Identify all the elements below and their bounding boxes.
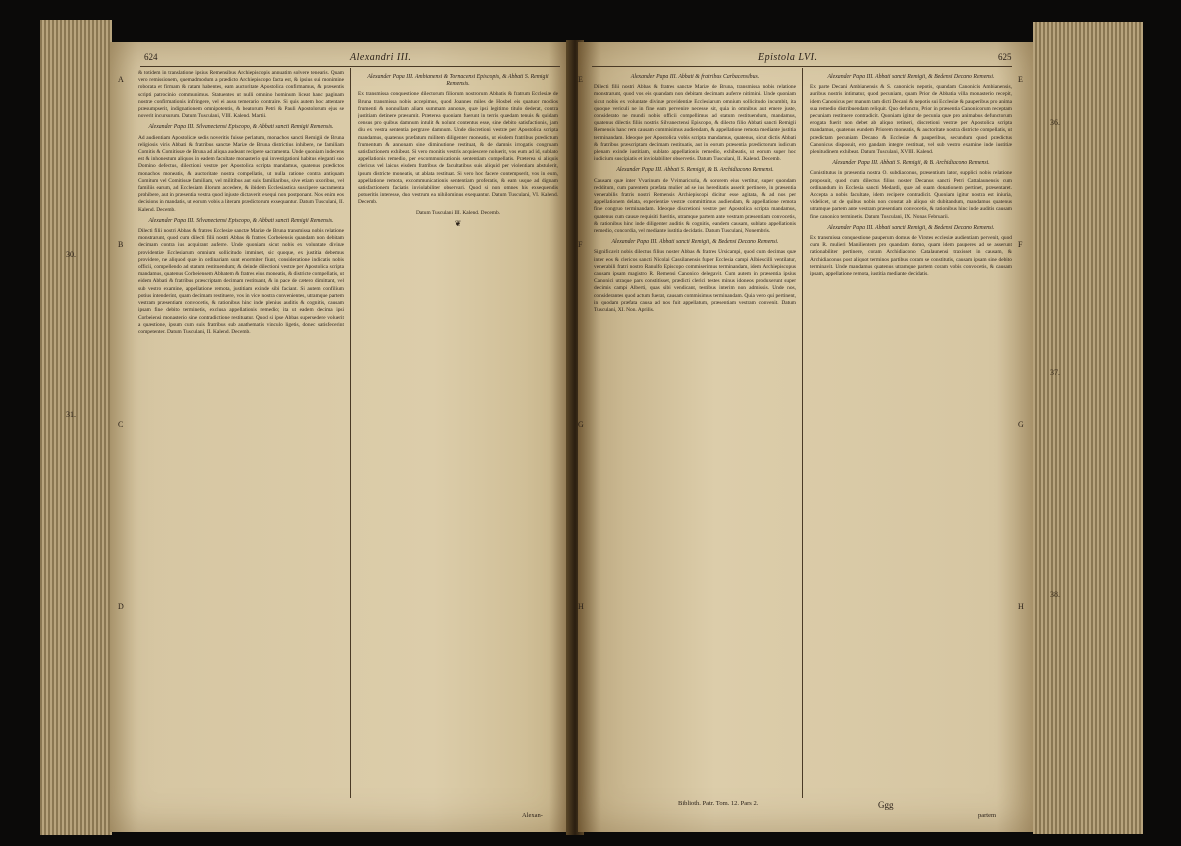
letter-title: Alexander Papa III. Abbati & fratribus Carbacensibus. bbox=[630, 74, 760, 80]
margin-letter-c: C bbox=[118, 420, 124, 429]
margin-letter-a: A bbox=[118, 75, 124, 84]
paragraph: Ex transmissa conquestione pauperum domus de Virstes ecclesiæ audientiam pervenit, quod cum R. mulieri Manilientem pro quandam domo, quam idem pauperes ad se asserunt rationabiliter pertinere, coram Archidiacono Catalaunensi traxisset in causam, & Archidiaconus post aliquot terminos partibus coram se constitutis, causam ipsam sine debito terminavit. Unde mandamus quatenus utramque partem coram vobis convocetis, & causam ipsam, appellatione remota, iustitia mediante decidatis. bbox=[810, 235, 1012, 278]
right-page-number: 625 bbox=[998, 52, 1012, 62]
inner-letter-h: H bbox=[578, 602, 584, 611]
margin-letter-e: E bbox=[1018, 75, 1023, 84]
left-column-divider bbox=[350, 68, 351, 798]
right-running-head: Epistola LVI. bbox=[758, 52, 818, 63]
paragraph: & totidem in translatione ipsius Remensibus Archiepiscopis annuatim solvere tenearis. Quam vero remissionem, quemadmodum a prædicto Archiepiscopo facta est, & ipsius sui monimine roborata et firmam & ratam habentes, eam auctoritate Apostolica confirmamus, & præsentis scripti patrocinio communimus. Statuentes ut nulli omnino hominum liceat hanc paginam nostræ confirmationis infringere, vel ei ausu temerario contraire. Si quis autem hoc attentare præsumpserit, indignationem omnipotentis, & beatorum Petri & Pauli Apostolorum ejus se noverit incursurum. Datum Tusculani, VIII. Kalend. Martii. bbox=[138, 70, 344, 120]
left-running-head: Alexandri III. bbox=[350, 52, 412, 63]
margin-letter-g: G bbox=[1018, 420, 1024, 429]
margin-number-30: 30. bbox=[66, 250, 76, 259]
bibliographic-footer: Biblioth. Patr. Tom. 12. Pars 2. bbox=[678, 800, 759, 807]
letter-title: Alexander Papa III. Abbati sancti Remigii, & Bedensi Decano Remensi. bbox=[611, 239, 779, 246]
right-column-1 bbox=[594, 70, 796, 788]
letter-title: Alexander Papa III. Abbati sancti Remigii, & Bedensi Decano Remensi. bbox=[827, 224, 995, 231]
catchword: partem bbox=[978, 812, 997, 819]
left-header-rule bbox=[140, 66, 560, 67]
letter-title: Alexander Papa III. Abbati S. Remigii, & B. Archidiacono Remensi. bbox=[616, 167, 774, 174]
margin-letter-h: H bbox=[1018, 602, 1024, 611]
right-column-2 bbox=[810, 70, 1012, 788]
page-edges-left bbox=[40, 20, 112, 835]
paragraph: Conistitutus in præsentia nostra O. subdiaconus, præsentium lator, supplici nobis relatione proposuit, quod cum dilectus filius noster Decanus sancti Petri Cattalaunensis cum ordinandum in Ecclesia sancti Medardi, quæ ad suam donationem pertinet, præsentaret. Accepta a nobis facultate, idem recipere contradicit. Quoniam igitur nostra est iniuria, videlicet, ut de quibus nobis non constat ab aliquo sit dubitandum, mandamus quatenus utramque partem ante vestram præsentiam convocetis, & rationibus hinc inde auditis causam fine canonico terminetis. Datum Tusculani, IX. Nonas Februarii. bbox=[810, 170, 1012, 220]
paragraph: Ex parte Decani Ambianensis & S. canonicis nepotis, quandam Canonicis Ambianensis, auribus nostris intimatur, quod pecuniam, quam Prior de Abbatia villa monasterio recepit, idem Canonicus per manum tam dicti Decani & nepotis sui Ecclesiæ & pauperibus pro anima sua remedio distribuendam reliquit. Quo defuncto, Prior in præsentia Canonicorum receptam pecuniam restituere contradicit. Quoniam igitur de pecunia quæ pro animabus defunctorum erogata fuerit non debet ab aliquo retineri, discretioni vestræ per Apostolica scripta mandamus, quatenus eundem Priorem moneatis, & auctoritate nostra districte compellatis, ut prædictam pecuniam Decano & Ecclesiæ & pauperibus, secundum quod prædictus Canonicus disposuit, ero gandam integre restituat, vel sub vestro examine inde iustitiæ plenitudinem exhibeat. Datum Tusculani, XVIII. Kalend. bbox=[810, 84, 1012, 156]
letter-title: Alexander Papa III. Ambianensi & Tornacensi Episcopis, & Abbati S. Remigii Remensis. bbox=[367, 74, 549, 88]
letter-title: Alexander Papa III. Abbati sancti Remigii, & Bedensi Decano Remensi. bbox=[827, 74, 995, 80]
margin-number-36: 36. bbox=[1050, 118, 1060, 127]
inner-letter-g: G bbox=[578, 420, 584, 429]
right-header-rule bbox=[592, 66, 1012, 67]
left-column-1 bbox=[138, 70, 344, 805]
paragraph: Significavit nobis dilectus filius noster Abbas & fratres Ursicampi, quod cum decimas quæ inter eos & clericos sancti Nicolai Cassilanensis fuper Ecclesia campi Albiescilli ventilatur, venerabili fratri nostro Ranulfo Episcopo commiserimus terminandam, idem Archiepiscopus causam ipsam magistro R. Remensi Canonico delegavit. Cum autem in præsentia ipsius Canonici utraque pars constitisset, prædicti clerici testes minus idoneos produxerunt super decimis campi Alberti, quas sibi vendicant, testibus interim non admissis. Unde nos, considerantes quod actum fuerat, causam commisimus terminandam. Quia vero qui pertinent, in quodam præfata causa ad nos fuit appellatum, præsentiam vestram convenit. Datum Tusculani, XI. Non. Aprilis. bbox=[594, 249, 796, 314]
fleuron-ornament: ❦ bbox=[454, 218, 462, 228]
letter-title: Alexander Papa III. Abbati S. Remigii, & B. Archidiacono Remensi. bbox=[832, 160, 990, 167]
page-edges-right bbox=[1033, 22, 1143, 834]
left-column-2 bbox=[358, 70, 558, 805]
margin-number-38: 38. bbox=[1050, 590, 1060, 599]
closing-line: Datum Tusculani III. Kalend. Decemb. bbox=[416, 209, 500, 216]
right-page bbox=[578, 42, 1033, 832]
margin-letter-f: F bbox=[1018, 240, 1023, 249]
signature-mark: Ggg bbox=[878, 800, 894, 810]
margin-letter-b: B bbox=[118, 240, 124, 249]
letter-title: Alexander Papa III. Silvanectensi Episcopo, & Abbati sancti Remigii Remensis. bbox=[148, 124, 334, 131]
paragraph: Dilecti filii nostri Abbas & fratres Ecclesiæ sanctæ Mariæ de Bruna transmissa nobis relatione monstrarunt, quod cum dilecti filii nostri Abbas & fratres Corbeiensis quandam non debitam decimam contra ius acquirant auferre. Unde quoniam sicut nobis ex voluntate divinæ providentiæ Ecclesiarum omnium sollicitudo imminet, sic quoque, ex justitia debemus providere, ne aliquod quæ in ordinariam sunt enormiter fiunt, consideratione indicatis nobis officii, compellendo ad statum restituendum; & deinde dilectioni vestræ per Apostolica scripta mandamus, quatenus Corbeiensem Abbatem & fratres eius moneatis, & districte compellatis, ut eidem Abbati & fratribus præscriptam decimam restituant, & in pace de cætero dimittant, vel sub vestro examine, appellatione remota, justitiam exinde sibi faciant. Si autem confilium potius intenderint, quam decimam restituere, vos in vice nostra convenientes, utramque partem vestram præsentiam convocetis, & rationibus hinc inde plenius auditis & cognitis, causam ipsam fine debito terminetis, exclusa appellationis remedio; ita ut eadem decima ipsi Corbeiensi monasterio sine contradictione restituatur. Quod si ipse Abbas supersedere voluerit a quæstione, ipsum cum suis fratribus sub anathematis vinculo ligetis, donec satisfecerint competenter. Datum Tusculani, II. Kalend. Decemb. bbox=[138, 228, 344, 335]
paragraph: Dilecti filii nostri Abbas & fratres sanctæ Mariæ de Bruna, transmissa nobis relatione monstrarunt, quod vos eis quandam non debitam decimam auferre nitimini. Unde quoniam sicut nobis ex voluntate divinæ providentiæ Ecclesiarum omnium sollicitudo incumbit, ita quoque vericuli ne in fine eam pervenire necesse sit, quia in omnibus aut emere juste, considerato ne mundi nobis officii compellimus ad statum restituendum, mandamus, quatenus dilectis filiis nostris Silvanectensi Episcopo, & dilecto filio Abbati sancti Remigii Remensis hanc rem causam commisimus audiendam, & appellatione remota mediante justitia terminandam. Ideoque per Apostolica vobis scripta mandamus, quatenus, sicut dictis Abbati & fratribus præscriptam decimam restituatis, aut in eorum præsentia prædictorum iudicum plenam exinde iustitiam, sublato appellationis remedio, exhibeatis, ut eorum super hoc iudicium suscipiatis et inviolabiliter observetis. Datum Tusculani, II. Kalend. Decemb. bbox=[594, 84, 796, 163]
letter-title: Alexander Papa III. Silvanectensi Episcopo, & Abbati sancti Remigii Remensis. bbox=[148, 217, 334, 224]
paragraph: Causam quæ inter Vvarinum de Vvimaricuria, & sororem eius vertitur, super quondam redditum, cum parentem præfata mulier ad se ius hereditatis asserit pertinere, in præsentia venerabilis fratris nostri Remensis Archiepiscopi dicitur esse agitata, & ad nos per appellationem delata, experientiæ vestræ committimus audiendam, & appellatione remota fine congruo terminandam. Ideoque discretioni vestræ per Apostolica scripta mandamus, quatenus cum causæ requisiti fueritis, utramque partem ante vestram præsentiam convocetis, & rationibus hinc inde diligenter auditis & cognitis, eandem causam, sublato appellationis remedio, concordia, vel mediante iustitia decidatis. Datum Tusculani, Nonembris. bbox=[594, 177, 796, 235]
left-page-number: 624 bbox=[144, 52, 158, 62]
right-column-divider bbox=[802, 68, 803, 798]
catchword: Alexan- bbox=[522, 812, 543, 819]
paragraph: Ex transmissa conquestione dilectorum filiorum nostrorum Abbatis & fratrum Ecclesiæ de Bruna transmissa nobis accepimus, quod Joannes miles de Hosbel eis quatuor modios frumenti & nonnullam aliam summam annonæ, quæ ipsi legitimo titulo dederat, contra justitiam detinere præsumit. Præterea quoniam fuerunt in terris quædam tenuis & quidam census pro quibus damnum intulit & nolunt contentus esse, sine debito satisfactionis, jam diu ex vestra sententia pergrave damnum. Unde discretioni vestræ per Apostolica scripta mandamus, quatenus præfatum militem diligenter moneatis, ut eisdem fratribus prædictum frumentum & annonam sine diminutione restituat, & de damnis irrogatis congruam satisfactionem exhibeat. Si vero monitis vestris acquiescere noluerit, vos eum ad id, sublato appellationis remedio, per excommunicationis sententiam compellatis. Præterea si aliquis clericus vel laicus eisdem fratribus de facultatibus suis aliquid per violentiam abstulerit, ipsum districte moneatis, ut ablata restituat. Si vero hoc facere contempserit, vos in eum, appellatione remota, excommunicationis sententiam proferatis, & eam usque ad dignam satisfactionem faciatis inviolabiliter observari. Quod si non omnes his exsequendis potueritis interesse, duo vestrum ea nihilominus exequantur. Datum Tusculani, VI. Kalend. Decemb. bbox=[358, 91, 558, 206]
left-page bbox=[66, 42, 572, 832]
margin-number-31: 31. bbox=[66, 410, 76, 419]
margin-letter-d: D bbox=[118, 602, 124, 611]
inner-letter-f: F bbox=[578, 240, 583, 249]
margin-number-37: 37. bbox=[1050, 368, 1060, 377]
inner-letter-e: E bbox=[578, 75, 583, 84]
paragraph: Ad audientiam Apostolicæ sedis noveritis fuisse perlatum, monachos sancti Remigii de Bruna religiosis viris Abbati & fratribus sanctæ Mariæ de Bruna districtius inhibere, ne familiam Comitis & Comitissæ de Bruna ad aliqua audeant recipere sacramenta. Unde quoniam indecens est & inhonestum aliquos in eadem facultate monasterio qui investigationi habitus eleganti suo Domino defectus, dilectioni vestræ per Apostolica scripta mandamus, quatenus prædictos monachos moneatis, & auctoritate nostra compellatis, ut nulla ratione contra antiquam Comitum vel Comitissæ familiam, vel militibus aut suis familiaribus, sive etiam uxoribus, vel familiis earum, ad Ecclesiam illorum accedere, & ibidem Ecclesiastica suscipere sacramenta prohibere, aut in præsentia vestra quod injuste dictaverit exequi non postponant. Nos enim eos decisions in mandatis, ut eorum vobis a literam prædictorum exsequantur. Datum Tusculani, II. Kalend. Decemb. bbox=[138, 134, 344, 213]
